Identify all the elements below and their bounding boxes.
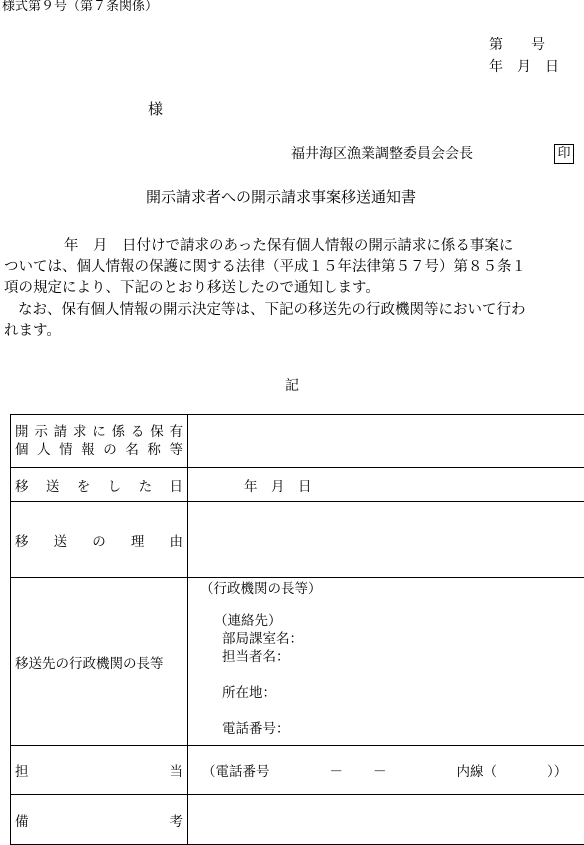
address-field: 所在地： (200, 684, 584, 702)
label-char: 求 (73, 423, 87, 441)
label-char: た (139, 475, 153, 495)
label-char: の (103, 441, 117, 459)
label-char: の (92, 530, 106, 550)
transfer-date-value: 年 月 日 (188, 468, 584, 502)
label-char: 移 (15, 530, 29, 550)
label-char: 当 (170, 760, 184, 780)
addressee-honorific: 様 (148, 102, 163, 117)
destination-head-line: （行政機関の長等） (200, 580, 584, 598)
label-char: を (77, 475, 91, 495)
label-char: 移 (15, 475, 29, 495)
row-label-personal-info-name (11, 415, 188, 468)
label-line (15, 475, 183, 495)
label-char: 担 (15, 760, 29, 780)
label-char: 由 (170, 530, 184, 550)
label-char: 人 (37, 441, 51, 459)
person-in-charge-value: （電話番号 － － 内線（ ）） (188, 746, 584, 795)
sender-name: 福井海区漁業調整委員会会長 (291, 147, 473, 161)
label-char: 個 (15, 441, 29, 459)
form-number: 様式第９号（第７条関係） (2, 0, 158, 13)
body-paragraph-1-line-3: 項の規定により、下記のとおり移送したので通知します。 (4, 278, 584, 299)
document-number: 第 号 (489, 38, 545, 52)
table-row (11, 746, 584, 795)
label-char: 日 (169, 475, 183, 495)
label-char: 送 (54, 530, 68, 550)
contact-heading: （連絡先） (200, 612, 584, 630)
label-char: 名 (125, 441, 139, 459)
label-char: 示 (34, 423, 48, 441)
row-label-transfer-reason (11, 502, 188, 578)
dept-field: 部局課室名： (200, 630, 584, 648)
document-date: 年 月 日 (489, 60, 559, 74)
body-paragraph-1-line-1: 年 月 日付けで請求のあった保有個人情報の開示請求に係る事案に (4, 236, 584, 257)
label-char: る (131, 423, 145, 441)
table-row (11, 578, 584, 746)
seal-mark: 印 (554, 144, 574, 164)
phone-field: 電話番号： (200, 720, 584, 738)
label-char: 情 (59, 441, 73, 459)
body-paragraph-1-line-2: ついては、個人情報の保護に関する法律（平成１５年法律第５７号）第８５条１ (4, 257, 584, 278)
label-char: 等 (169, 441, 183, 459)
label-char: 開 (15, 423, 29, 441)
transfer-reason-value (188, 502, 584, 578)
table-row (11, 468, 584, 502)
body-paragraph-2-line-1: なお、保有個人情報の開示決定等は、下記の移送先の行政機関等において行わ (4, 300, 584, 321)
label-line (15, 760, 183, 780)
label-char: に (92, 423, 106, 441)
transfer-details-table (10, 414, 584, 845)
remarks-value (188, 795, 584, 845)
table-row (11, 502, 584, 578)
label-char: 考 (170, 810, 184, 830)
label-char: 報 (81, 441, 95, 459)
personal-info-name-value (188, 415, 584, 468)
label-char: 理 (131, 530, 145, 550)
label-char: 備 (15, 810, 29, 830)
row-label-person-in-charge (11, 746, 188, 795)
destination-head-value (188, 578, 584, 746)
row-label-transfer-date (11, 468, 188, 502)
label-char: 請 (54, 423, 68, 441)
table-row (11, 415, 584, 468)
table-row (11, 795, 584, 845)
label-char: 係 (112, 423, 126, 441)
row-label-destination-head: 移送先の行政機関の長等 (11, 578, 188, 746)
label-char: 有 (170, 423, 184, 441)
body-paragraph-2-line-2: れます。 (4, 321, 584, 342)
label-char: 称 (147, 441, 161, 459)
document-title: 開示請求者への開示請求事案移送通知書 (146, 190, 416, 205)
label-line (15, 530, 183, 550)
label-char: 保 (150, 423, 164, 441)
ki-heading: 記 (285, 379, 299, 393)
label-char: 送 (46, 475, 60, 495)
label-char: し (108, 475, 122, 495)
label-line-1 (15, 423, 183, 441)
person-field: 担当者名： (200, 648, 584, 666)
label-line (15, 810, 183, 830)
row-label-remarks (11, 795, 188, 845)
label-line-2 (15, 441, 183, 459)
